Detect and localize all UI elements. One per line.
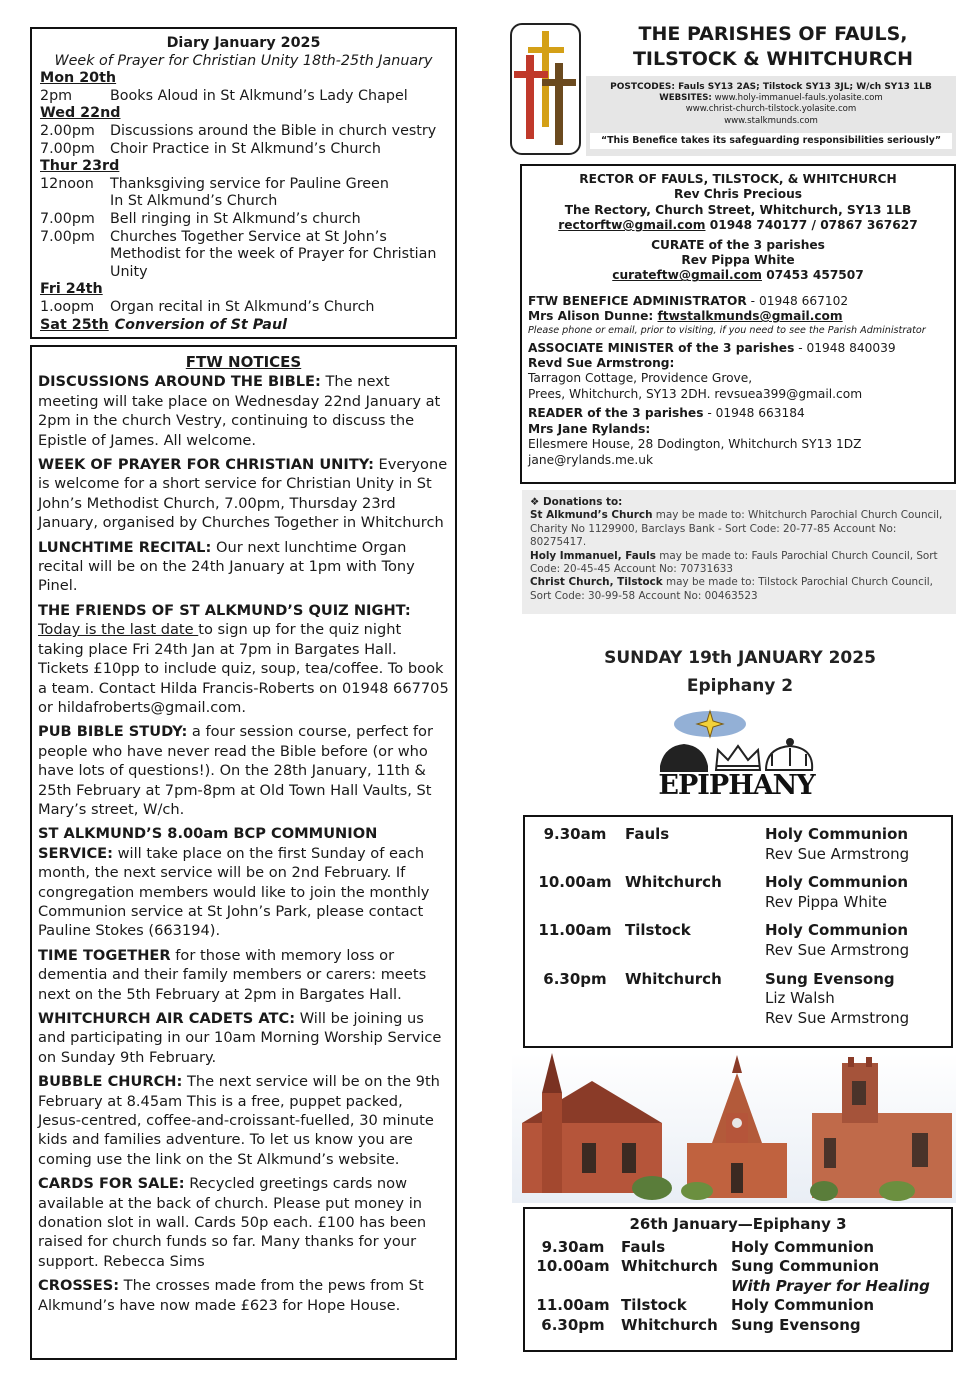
event-time: 7.00pm: [40, 228, 95, 245]
donation-entry: [530, 509, 948, 549]
service-leader: Rev Sue Armstrong: [765, 844, 910, 863]
event-desc: Bell ringing in St Alkmund’s church: [110, 210, 361, 227]
website-link[interactable]: www.christ-church-tilstock.yolasite.com: [685, 104, 857, 115]
associate-label: ASSOCIATE MINISTER of the 3 parishes: [528, 340, 795, 355]
reader-email[interactable]: jane@rylands.me.uk: [528, 452, 654, 467]
diary-event: [40, 211, 447, 229]
websites-line: [586, 93, 956, 104]
service-place: Whitchurch: [625, 873, 722, 892]
next-place: Fauls: [621, 1237, 666, 1256]
notice-text: The crosses made from the pews from St Alkmund’s have now made £623 for Hope House.: [38, 1277, 424, 1314]
postcodes: POSTCODES: Fauls SY13 2AS; Tilstock SY13 3JL; W/ch SY13 1LB: [610, 82, 932, 92]
safeguarding-quote: “This Benefice takes its safeguarding responsibilities seriously”: [590, 133, 952, 149]
notice-item: [38, 1174, 449, 1271]
next-week-row: [525, 1296, 951, 1316]
notice-heading: WHITCHURCH AIR CADETS ATC:: [38, 1010, 296, 1027]
diary-event: [40, 141, 447, 159]
notice-text: Our next lunchtime Organ recital will be on the 24th January at 1pm with Tony Pinel.: [38, 538, 415, 595]
next-time: 9.30am: [541, 1237, 605, 1256]
service-time: 11.00am: [538, 921, 612, 940]
admin-label: FTW BENEFICE ADMINISTRATOR: [528, 293, 747, 308]
notice-heading: PUB BIBLE STUDY:: [38, 723, 188, 741]
next-service: Holy Communion: [731, 1296, 875, 1315]
next-time: 11.00am: [536, 1296, 610, 1315]
notice-heading: BUBBLE CHURCH:: [38, 1073, 183, 1091]
diary-event: [40, 229, 447, 282]
event-time: 1.oopm: [40, 298, 95, 315]
next-time: 6.30pm: [541, 1315, 605, 1334]
curate-phone: 07453 457507: [761, 268, 864, 283]
notices-box: [30, 345, 457, 1360]
notice-heading: LUNCHTIME RECITAL:: [38, 538, 212, 556]
website-link[interactable]: www.stalkmunds.com: [724, 115, 818, 126]
curate-email[interactable]: curateftw@gmail.com: [612, 268, 762, 283]
notice-item: [38, 538, 449, 596]
next-time: 10.00am: [536, 1257, 610, 1276]
websites-label: WEBSITES:: [659, 93, 712, 104]
notice-item: [38, 372, 449, 450]
notice-text: The next meeting will take place on Wednesday 22nd January at 2pm in the church Vestry, continuing to discuss the Epistle of James. All welcome.: [38, 373, 441, 449]
curate-title: CURATE of the 3 parishes: [651, 237, 825, 252]
diary-event: [40, 123, 447, 141]
curate-name: Rev Pippa White: [681, 253, 795, 268]
reader-label: READER of the 3 parishes: [528, 406, 704, 421]
event-time: 7.00pm: [40, 140, 95, 157]
diary-day: Mon 20th: [40, 70, 117, 87]
rector-block: [528, 172, 948, 234]
diary-event: [40, 176, 447, 211]
epiphany-graphic: [654, 708, 819, 806]
service-time: 6.30pm: [543, 969, 607, 988]
church-buildings-icon: [512, 1053, 956, 1203]
service-time: 10.00am: [538, 873, 612, 892]
event-desc: Choir Practice in St Alkmund’s Church: [110, 140, 381, 157]
event-time: 2.00pm: [40, 122, 95, 139]
event-desc: Books Aloud in St Alkmund’s Lady Chapel: [110, 87, 408, 104]
notice-heading: CROSSES:: [38, 1277, 120, 1295]
service-details: [765, 921, 951, 960]
parish-title-line: THE PARISHES OF FAULS,: [638, 23, 908, 45]
notice-text: a four session course, perfect for people who have never read the Bible before (or who have lots of questions!). On the 28th January, 11th & 25th February at 7pm-8pm at Old Town Hall Vaults, St Mary’s street, W/ch.: [38, 723, 433, 818]
event-time: 7.00pm: [40, 210, 95, 227]
associate-block: [528, 341, 948, 403]
notice-heading: TIME TOGETHER: [38, 946, 171, 964]
admin-email[interactable]: ftwstalkmunds@gmail.com: [657, 309, 843, 324]
associate-name: Revd Sue Armstrong:: [528, 356, 675, 371]
service-details: [765, 873, 951, 912]
healing-note: With Prayer for Healing: [731, 1276, 930, 1295]
contacts-box: [520, 164, 956, 484]
notice-text: The next service will be on the 9th February at 8.45am This is a free, puppet packed, Jesus-centred, coffee-and-croissant-fuelled, 30 minute kids and families adventure. To let us know you are coming use the link on the St Alkmund’s website.: [38, 1073, 440, 1168]
rector-name: Rev Chris Precious: [673, 187, 803, 202]
church-photos: [512, 1053, 956, 1203]
donations-box: [522, 490, 956, 614]
notices-title: FTW NOTICES: [185, 353, 302, 371]
reader-phone: - 01948 663184: [703, 406, 805, 421]
diary-box: [30, 27, 457, 339]
diary-title: Diary January 2025: [166, 35, 321, 51]
service-time: 9.30am: [543, 825, 607, 843]
sunday-name: Epiphany 2: [686, 676, 794, 696]
diamond-bullet-icon: ❖: [530, 496, 540, 508]
associate-address: Prees, Whitchurch, SY13 2DH. revsuea399@gmail.com: [528, 386, 863, 401]
service-row: [525, 921, 951, 960]
next-week-box: [523, 1207, 953, 1352]
curate-block: [528, 238, 948, 284]
notice-heading: ST ALKMUND’S 8.00am BCP COMMUNION SERVICE:: [38, 825, 378, 862]
website-link[interactable]: www.holy-immanuel-fauls.yolasite.com: [714, 93, 883, 104]
notice-item: [38, 1072, 449, 1169]
diary-day: Wed 22nd: [40, 105, 121, 122]
event-desc: Churches Together Service at St John’s Methodist for the week of Prayer for Christian Unity: [110, 228, 437, 280]
notice-text: for those with memory loss or dementia and their family members or carers: meets next on the 5th February at 2pm in Bargates Hall.: [38, 946, 427, 1003]
donation-church: Holy Immanuel, Fauls: [530, 549, 656, 562]
rector-title: RECTOR OF FAULS, TILSTOCK, & WHITCHURCH: [579, 172, 897, 186]
donations-title: Donations to:: [542, 496, 623, 508]
service-name: Sung Evensong: [765, 969, 895, 988]
donation-text: may be made to: Fauls Parochial Church Council, Sort Code: 20-45-45 Account No: 70731633: [530, 549, 938, 576]
admin-block: [528, 294, 948, 337]
service-leader: Rev Sue Armstrong: [765, 1008, 910, 1027]
event-time: 2pm: [40, 87, 73, 104]
notice-item: [38, 1009, 449, 1067]
notice-text: will take place on the first Sunday of each month, the next service will be on 2nd February. If congregation members would like to join the monthly Communion service at St John’s Park, please contact Pauline Stokes (663194).: [38, 844, 430, 940]
diary-saturday: [40, 317, 447, 335]
service-name: Holy Communion: [765, 873, 909, 892]
notice-text: Everyone is welcome for a short service for Christian Unity in St John’s Methodist Church, 7.00pm, Thursday 23rd January, organised by Churches Together in Whitchurch: [38, 456, 448, 532]
service-place: Tilstock: [625, 921, 691, 940]
event-time: 12noon: [40, 175, 94, 192]
service-row: [525, 873, 951, 912]
service-details: [765, 970, 951, 1029]
epiphany-word: EPIPHANY: [658, 770, 815, 801]
next-service: Sung Evensong: [731, 1315, 861, 1334]
service-name: Holy Communion: [765, 825, 909, 843]
event-desc: [110, 176, 447, 211]
event-desc: Organ recital in St Alkmund’s Church: [110, 298, 375, 315]
donation-text: may be made to: Whitchurch Parochial Church Council, Charity No 1129900, Barclays Bank - Sort Code: 20-77-85 Account No: 80275417.: [530, 509, 943, 549]
associate-phone: - 01948 840039: [794, 340, 896, 355]
parish-title: [590, 22, 956, 72]
notice-item: [38, 722, 449, 819]
crosses-logo: [510, 23, 581, 155]
notice-heading: WEEK OF PRAYER FOR CHRISTIAN UNITY:: [38, 456, 374, 474]
admin-phone: - 01948 667102: [746, 293, 849, 308]
service-details: [765, 825, 951, 864]
admin-note: Please phone or email, prior to visiting, if you need to see the Parish Administrator: [528, 324, 926, 336]
reader-address: Ellesmere House, 28 Dodington, Whitchurch SY13 1DZ: [528, 437, 862, 452]
reader-block: [528, 406, 948, 468]
diary-event: [40, 299, 447, 317]
notice-item: [38, 946, 449, 1004]
sunday-date: SUNDAY 19th JANUARY 2025: [604, 648, 876, 668]
next-place: Whitchurch: [621, 1257, 718, 1276]
diary-subtitle: Week of Prayer for Christian Unity 18th-25th January: [54, 52, 433, 69]
notice-text: Recycled greetings cards now available at the back of church. Please put money in donation slot in wall. Cards 50p each. £100 has been raised for church funds so far. Many thanks for your support. Rebecca Sims: [38, 1175, 427, 1270]
service-leader: Rev Pippa White: [765, 892, 888, 911]
parish-title-line: TILSTOCK & WHITCHURCH: [632, 48, 914, 70]
notice-heading: DISCUSSIONS AROUND THE BIBLE:: [38, 373, 321, 391]
diary-day: Fri 24th: [40, 281, 103, 298]
postcode-box: [586, 76, 956, 156]
service-place: Whitchurch: [625, 969, 722, 988]
next-week-row: [525, 1316, 951, 1336]
rector-address: The Rectory, Church Street, Whitchurch, SY13 1LB: [564, 202, 912, 217]
notice-item: [38, 824, 449, 940]
rector-phone: 01948 740177 / 07867 367627: [705, 218, 918, 233]
notice-heading: THE FRIENDS OF ST ALKMUND’S QUIZ NIGHT:: [38, 601, 411, 619]
crosses-icon: [512, 25, 579, 153]
next-service: Sung Communion: [731, 1257, 880, 1276]
next-week-title: 26th January—Epiphany 3: [629, 1215, 847, 1233]
notice-item: [38, 601, 449, 717]
notice-text: to sign up for the quiz night taking place Fri 24th Jan at 7pm in Bargates Hall. Tickets £10pp to include quiz, soup, tea/coffee. To book a team. Contact Hilda Francis-Roberts on 01948 667705 or hildafroberts@gmail.com.: [38, 621, 449, 716]
service-leader: Liz Walsh: [765, 989, 835, 1008]
notice-heading: CARDS FOR SALE:: [38, 1175, 185, 1193]
service-leader: Rev Sue Armstrong: [765, 940, 910, 959]
donation-text: may be made to: Tilstock Parochial Church Council, Sort Code: 30-99-58 Account No: 00463523: [530, 576, 933, 602]
next-week-row: [525, 1257, 951, 1277]
reader-name: Mrs Jane Rylands:: [528, 421, 651, 436]
service-name: Holy Communion: [765, 921, 909, 940]
diary-event: [40, 88, 447, 106]
admin-name: Mrs Alison Dunne:: [528, 309, 658, 324]
service-row: [525, 970, 951, 1029]
donation-church: Christ Church, Tilstock: [530, 576, 663, 589]
rector-email[interactable]: rectorftw@gmail.com: [558, 218, 706, 233]
notice-text: Will be joining us and participating in our 10am Morning Worship Service on Sunday 9th February.: [38, 1010, 442, 1066]
diary-day: Sat 25th: [40, 316, 109, 333]
notice-item: [38, 455, 449, 533]
next-week-row: [525, 1238, 951, 1258]
service-place: Fauls: [625, 825, 670, 843]
next-place: Whitchurch: [621, 1315, 718, 1334]
notice-underlined: Today is the last date: [38, 621, 199, 639]
donation-church: St Alkmund’s Church: [530, 509, 653, 522]
event-desc: Conversion of St Paul: [114, 316, 288, 333]
event-desc-line: In St Alkmund’s Church: [110, 193, 278, 210]
event-desc: Discussions around the Bible in church vestry: [110, 122, 437, 139]
service-row: [525, 825, 951, 864]
donation-entry: [530, 550, 948, 577]
associate-address: Tarragon Cottage, Providence Grove,: [528, 371, 753, 386]
donation-entry: [530, 576, 948, 603]
notice-item: [38, 1276, 449, 1315]
next-place: Tilstock: [621, 1296, 687, 1315]
services-table: [523, 815, 953, 1048]
event-desc-line: Thanksgiving service for Pauline Green: [110, 175, 389, 192]
next-service: Holy Communion: [731, 1237, 875, 1256]
diary-day: Thur 23rd: [40, 158, 120, 175]
